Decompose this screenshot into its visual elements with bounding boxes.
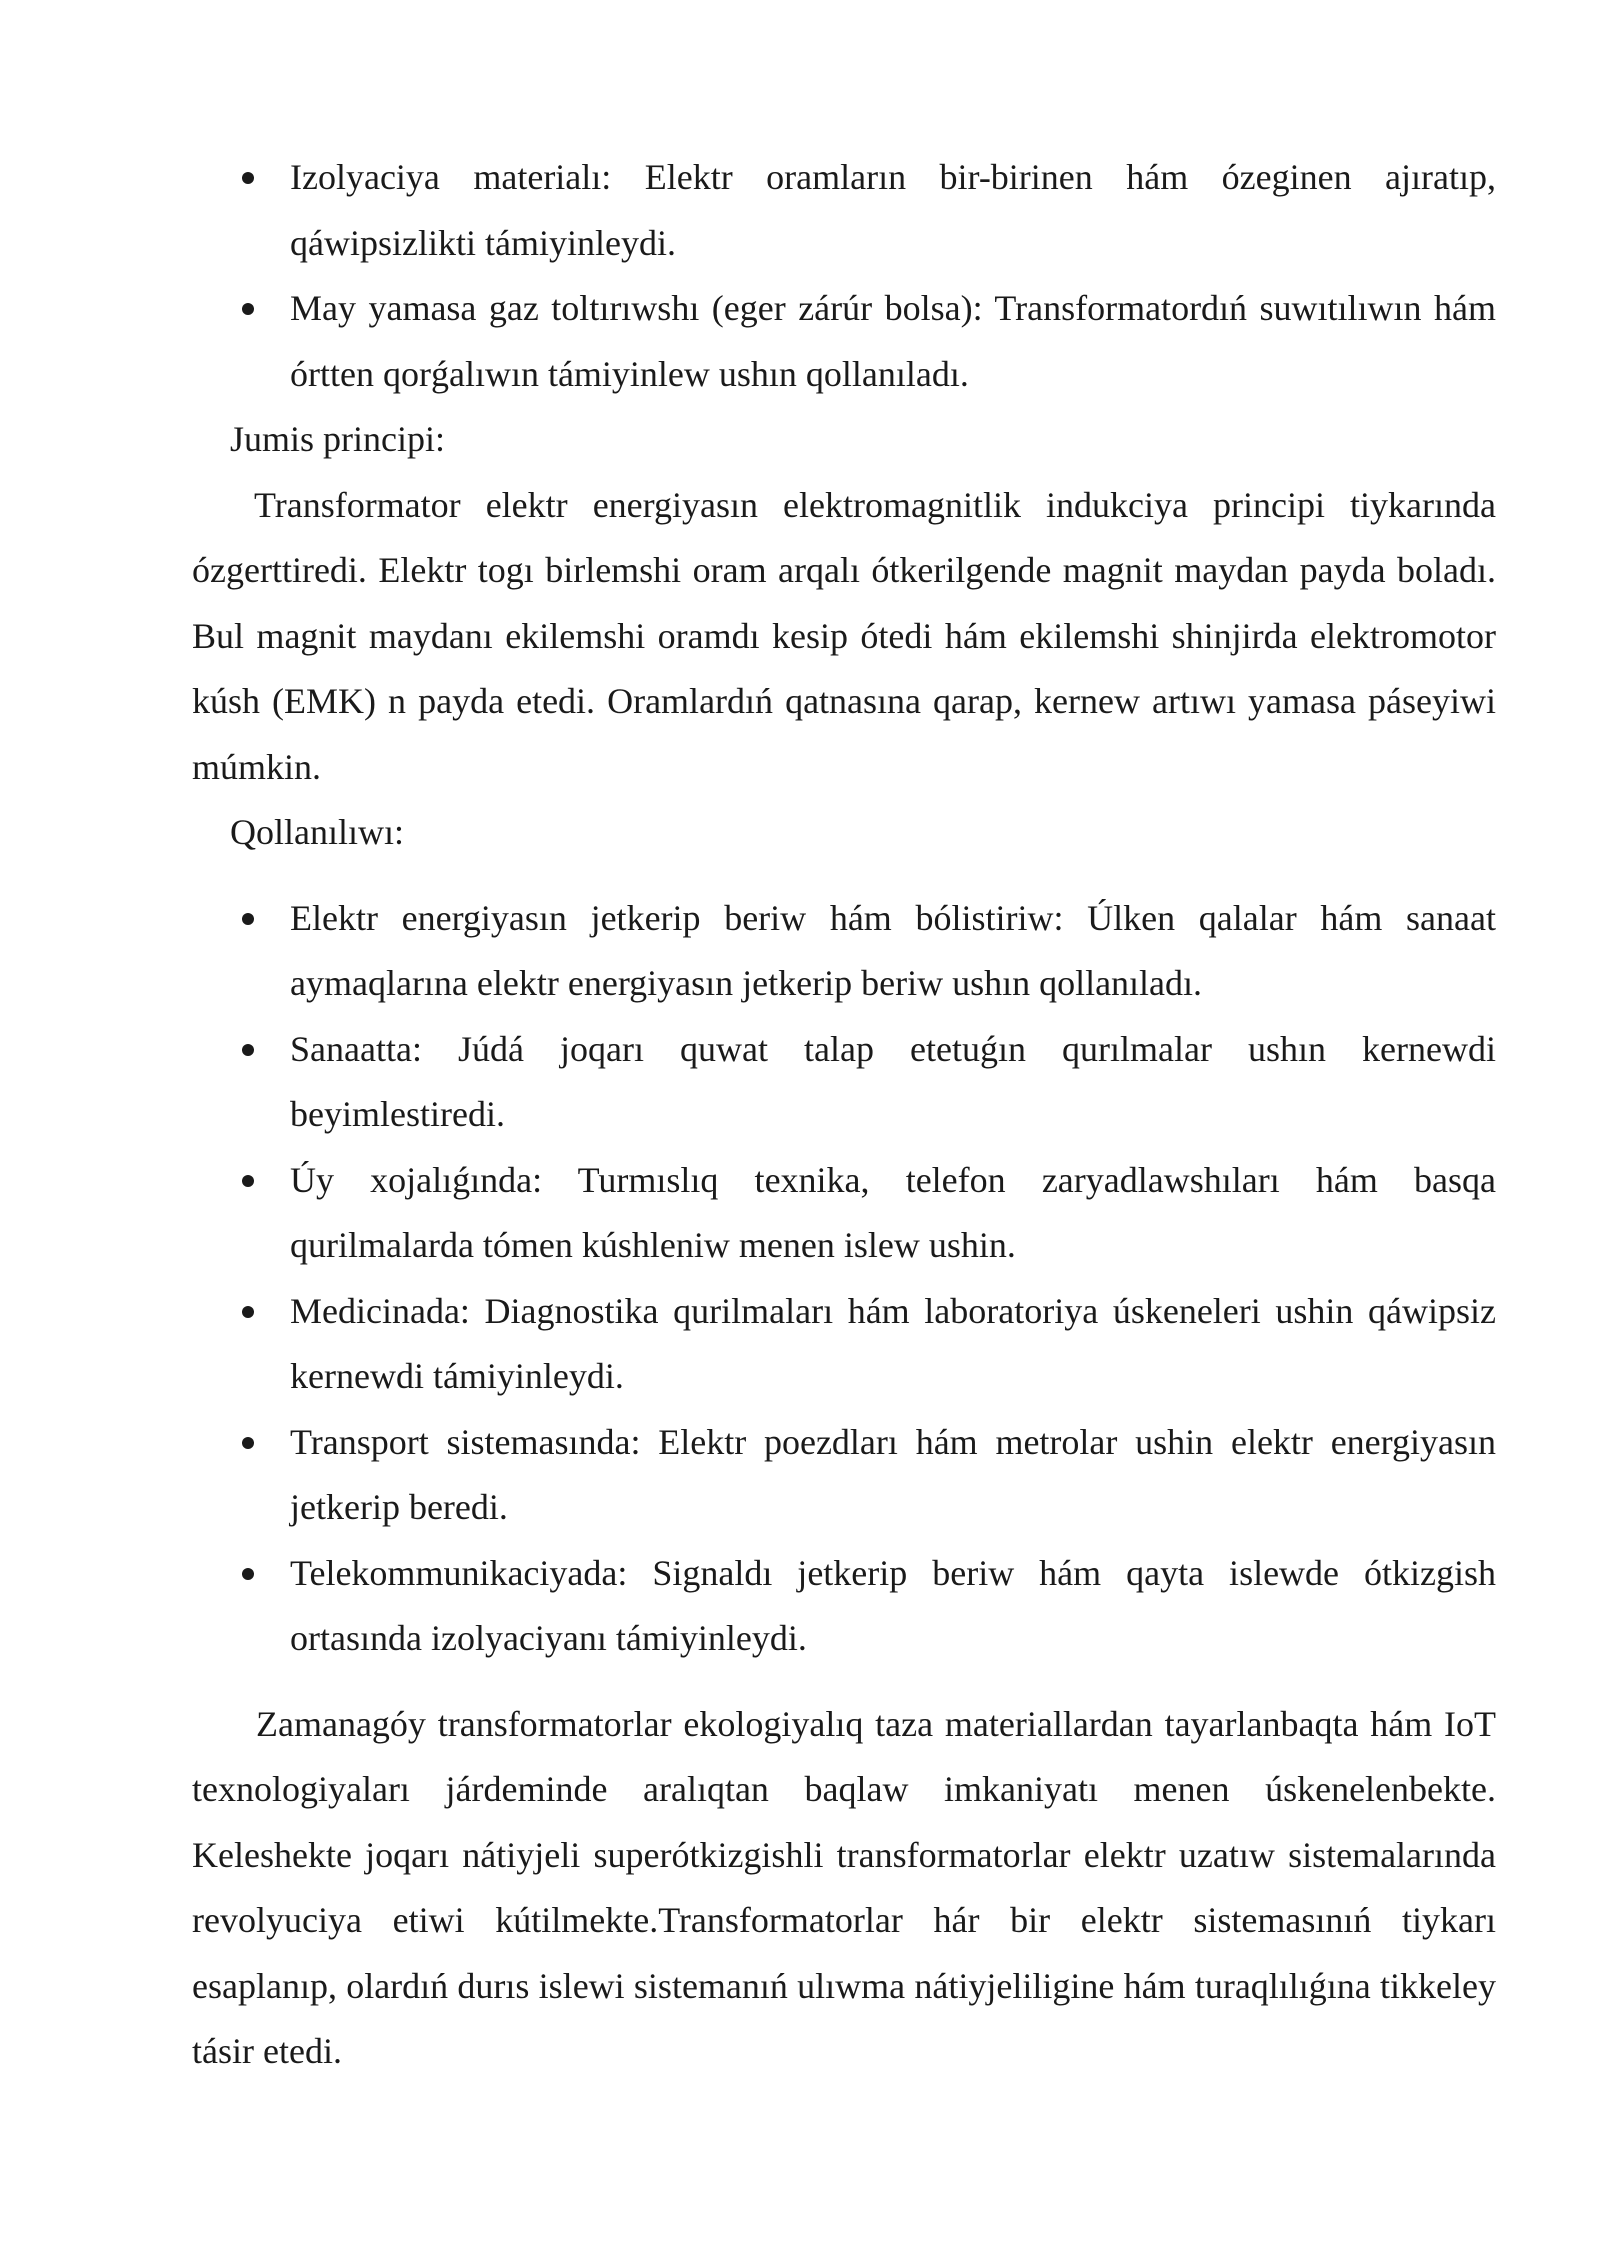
list-item xyxy=(192,145,1496,276)
spacer xyxy=(192,866,1496,886)
list-item xyxy=(192,886,1496,1017)
bullet-icon xyxy=(242,1568,254,1580)
materials-list xyxy=(192,145,1496,407)
bullet-icon xyxy=(242,303,254,315)
usage-list xyxy=(192,886,1496,1672)
principle-paragraph: Transformator elektr energiyasın elektromagnitlik indukciya principi tiykarında ózgerttiredi. Elektr togı birlemshi oram arqalı ótkerilgende magnit maydan payda boladı. Bul magnit maydanı ekilemshi oramdı kesip ótedi hám ekilemshi shinjirda elektromotor kúsh (EMK) n payda etedi. Oramlardıń qatnasına qarap, kernew artıwı yamasa páseyiwi múmkin. xyxy=(192,484,1496,787)
list-item-text: Izolyaciya materialı: Elektr oramların bir-birinen hám ózeginen ajıratıp, qáwipsizlikti támiyinleydi. xyxy=(290,157,1496,263)
list-item xyxy=(192,1541,1496,1672)
list-item xyxy=(192,1279,1496,1410)
bullet-icon xyxy=(242,1044,254,1056)
bullet-icon xyxy=(242,172,254,184)
principle-heading: Jumis principi: xyxy=(230,419,445,459)
bullet-icon xyxy=(242,1175,254,1187)
list-item-text: May yamasa gaz toltırıwshı (eger zárúr bolsa): Transformatordıń suwıtılıwın hám órtten qorǵalıwın támiyinlew ushın qollanıladı. xyxy=(290,288,1496,394)
list-item xyxy=(192,1017,1496,1148)
list-item-text: Telekommunikaciyada: Signaldı jetkerip beriw hám qayta islewde ótkizgish ortasında izolyaciyanı támiyinleydi. xyxy=(290,1552,1496,1658)
list-item-text: Úy xojalıǵında: Turmıslıq texnika, telefon zaryadlawshıları hám basqa qurilmalarda tómen kúshleniw menen islew ushin. xyxy=(290,1159,1496,1265)
document-page xyxy=(192,145,1496,2085)
spacer xyxy=(192,1672,1496,1692)
list-item-text: Sanaatta: Júdá joqarı quwat talap etetuǵın qurılmalar ushın kernewdi beyimlestiredi. xyxy=(290,1028,1496,1134)
usage-heading: Qollanılıwı: xyxy=(230,812,404,852)
bullet-icon xyxy=(242,1437,254,1449)
bullet-icon xyxy=(242,1306,254,1318)
list-item xyxy=(192,1148,1496,1279)
list-item-text: Medicinada: Diagnostika qurilmaları hám laboratoriya úskeneleri ushin qáwipsiz kernewdi támiyinleydi. xyxy=(290,1290,1496,1396)
list-item xyxy=(192,1410,1496,1541)
list-item-text: Elektr energiyasın jetkerip beriw hám bólistiriw: Úlken qalalar hám sanaat aymaqlarına elektr energiyasın jetkerip beriw ushın qollanıladı. xyxy=(290,897,1496,1003)
bullet-icon xyxy=(242,913,254,925)
list-item-text: Transport sistemasında: Elektr poezdları hám metrolar ushin elektr energiyasın jetkerip beredi. xyxy=(290,1421,1496,1527)
list-item xyxy=(192,276,1496,407)
conclusion-paragraph: Zamanagóy transformatorlar ekologiyalıq taza materiallardan tayarlanbaqta hám IoT texnologiyaları járdeminde aralıqtan baqlaw imkaniyatı menen úskenelenbekte. Keleshekte joqarı nátiyjeli superótkizgishli transformatorlar elektr uzatıw sistemalarında revolyuciya etiwi kútilmekte.Transformatorlar hár bir elektr sistemasınıń tiykarı esaplanıp, olardıń durıs islewi sistemanıń ulıwma nátiyjeliligine hám turaqlılıǵına tikkeley tásir etedi. xyxy=(192,1703,1496,2071)
